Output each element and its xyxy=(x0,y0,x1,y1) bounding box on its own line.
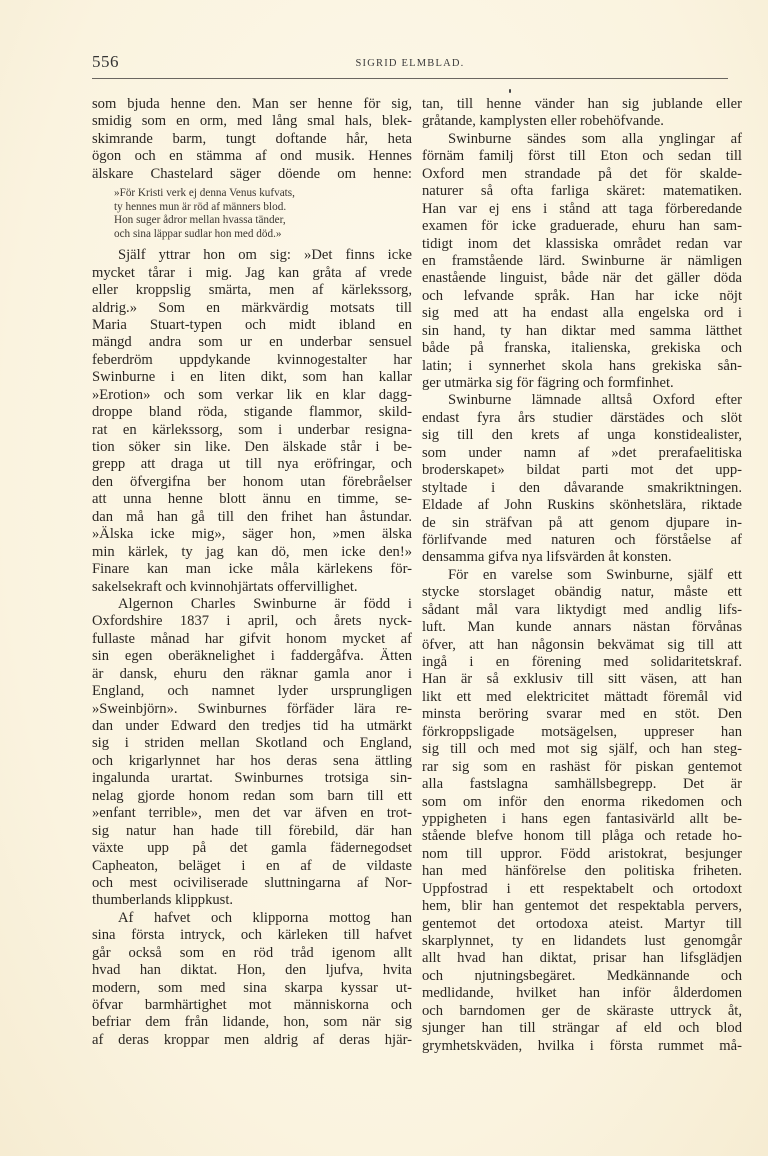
header-rule xyxy=(92,78,728,79)
text-line xyxy=(92,892,412,909)
text-line xyxy=(422,846,742,863)
text-line xyxy=(92,823,412,840)
text-line xyxy=(422,671,742,688)
text-line xyxy=(422,654,742,671)
text-line-content: dan under Edward den tredjes tid ha utmärkt xyxy=(92,718,412,734)
text-line xyxy=(422,427,742,444)
text-line xyxy=(422,305,742,322)
text-line xyxy=(422,602,742,619)
text-line xyxy=(422,1020,742,1037)
text-line-content: Af hafvet och klipporna mottog han xyxy=(118,909,412,926)
text-line-content: densamma gifva nya lifsvärden åt konsten. xyxy=(422,549,672,566)
text-line xyxy=(422,392,742,409)
text-line xyxy=(422,96,742,113)
text-line-content: tan, till henne vänder han sig jublande eller xyxy=(422,96,742,112)
text-line-content: likt ett med elektricitet mättadt föremål vid xyxy=(422,688,742,705)
text-line-content: examen för icke graduerade, ehuru han sam- xyxy=(422,218,742,235)
poem-line: »För Kristi verk ej denna Venus kufvats, xyxy=(114,187,295,200)
text-line-content: som om inför den enorma rikedomen och xyxy=(422,793,742,810)
text-line-content: aldrig.» Som en märkvärdig motsats till xyxy=(92,299,412,316)
text-line-content: enastående linguist, både när det gäller döda xyxy=(422,270,742,287)
text-line-content: Han är så exklusiv till sitt väsen, att han xyxy=(422,671,742,688)
text-line-content: är dansk, ehuru den räknar gamla anor i xyxy=(92,665,412,682)
text-line xyxy=(422,323,742,340)
text-line-content: alla fastslagna samhällsbegrepp. Det är xyxy=(422,776,742,793)
text-line xyxy=(92,300,412,317)
text-line xyxy=(92,544,412,561)
text-line-content: »Erotion» och som verkar lik en klar dagg- xyxy=(92,386,412,403)
text-line xyxy=(92,805,412,822)
text-line xyxy=(422,584,742,601)
text-line-content: Finare kan man icke måla kärlekens för- xyxy=(92,561,412,578)
text-line xyxy=(92,753,412,770)
text-line-content: sådant mål vara liktydigt med andlig lifs- xyxy=(422,601,742,618)
text-line xyxy=(92,945,412,962)
text-line-content: förkroppsligade motsägelsen, uppreser han xyxy=(422,723,742,740)
text-line-content: dan må han gå till den frihet han åstundar. xyxy=(92,508,412,525)
text-line xyxy=(92,997,412,1014)
text-line xyxy=(422,253,742,270)
text-line xyxy=(92,282,412,299)
text-line xyxy=(92,439,412,456)
text-line-content: sig till och med mot sig själf, och han steg- xyxy=(422,741,742,758)
text-line-content: Eldade af John Ruskins skönhetslära, riktade xyxy=(422,497,742,514)
poem-line: ty hennes mun är röd af männers blod. xyxy=(114,200,287,213)
text-line-content: älskare Chastelard säger döende om henne: xyxy=(92,165,412,182)
text-line-content: sig i striden mellan Skotland och England, xyxy=(92,735,412,752)
text-line-content: gentemot det ortodoxa ateist. Martyr till xyxy=(422,915,742,932)
text-line xyxy=(422,375,742,392)
text-line-content: »enfant terrible», men det var äfven en trot- xyxy=(92,805,412,822)
text-line xyxy=(422,741,742,758)
text-line xyxy=(422,950,742,967)
text-line-content: sina första intryck, och kärleken till hafvet xyxy=(92,927,412,944)
text-line-content: mängd andra som ur en underbar sensuel xyxy=(92,334,412,351)
text-line-content: som bjuda henne den. Man ser henne för sig, xyxy=(92,96,412,112)
text-line xyxy=(422,776,742,793)
text-line-content: förnäm familj först till Eton och sedan till xyxy=(422,148,742,165)
text-line xyxy=(92,369,412,386)
text-line xyxy=(422,113,742,130)
text-line xyxy=(422,933,742,950)
text-line-content: skimrande barm, tungt doftande hår, heta xyxy=(92,130,412,147)
text-line-content: öfvar barmhärtighet mot människorna och xyxy=(92,997,412,1013)
text-line-content: ingalunda urartat. Swinburnes trotsiga sin- xyxy=(92,770,412,787)
text-line xyxy=(92,666,412,683)
text-line-content: rar sig som en rashäst för piskan gentemot xyxy=(422,758,742,775)
text-line-content: modern, som med sina skarpa kyssar ut- xyxy=(92,979,412,996)
text-line-content: droppe bland röda, stigande flammor, skild- xyxy=(92,404,412,421)
text-line-content: och lefvande språk. Han har icke nöjt xyxy=(422,287,742,304)
page-number: 556 xyxy=(92,52,119,71)
text-line xyxy=(422,236,742,253)
text-line-content: Oxford men strandade på det för skalde- xyxy=(422,165,742,182)
text-line xyxy=(92,317,412,334)
text-line-content: endast fyra års studier därstädes och slöt xyxy=(422,409,742,426)
text-line-content: gråtande, kamplysten eller robehöfvande. xyxy=(422,113,664,130)
text-line xyxy=(422,131,742,148)
text-line xyxy=(422,532,742,549)
text-line xyxy=(422,480,742,497)
text-line xyxy=(92,131,412,148)
text-line-content: latin; i synnerhet skola hans grekiska sån- xyxy=(422,357,742,374)
text-line-content: För en varelse som Swinburne, själf ett xyxy=(448,566,742,583)
text-line xyxy=(422,619,742,636)
text-line-content: öfver, att han någonsin bekvämat sig till att xyxy=(422,636,742,653)
text-line xyxy=(92,166,412,183)
text-line xyxy=(92,858,412,875)
right-column xyxy=(422,96,742,1055)
text-line xyxy=(422,410,742,427)
text-line xyxy=(92,631,412,648)
text-line xyxy=(422,828,742,845)
text-line xyxy=(92,422,412,439)
text-line xyxy=(422,497,742,514)
text-line xyxy=(92,1014,412,1031)
text-line xyxy=(422,270,742,287)
text-line xyxy=(92,735,412,752)
text-line-content: en framstående lärd. Swinburne är nämligen xyxy=(422,252,742,269)
text-line xyxy=(92,491,412,508)
text-line xyxy=(92,683,412,700)
text-line-content: Uppfostrad i ett respektabelt och ortodoxt xyxy=(422,880,742,897)
text-line xyxy=(92,980,412,997)
text-line xyxy=(422,515,742,532)
text-line xyxy=(422,340,742,357)
text-line xyxy=(422,567,742,584)
text-line-content: Han var ej ens i stånd att taga förberedande xyxy=(422,200,742,217)
text-line-content: Själf yttrar hon om sig: »Det finns icke xyxy=(118,247,412,264)
text-line xyxy=(422,794,742,811)
text-line-content: tion söker sin like. Den älskade står i be- xyxy=(92,439,412,455)
text-line-content: hem, blir han gentemot det respektabla pervers, xyxy=(422,898,742,915)
text-line-content: sin hand, ty han diktar med samma lätthet xyxy=(422,322,742,339)
text-line-content: stående blefve honom till plåga och retade ho- xyxy=(422,828,742,845)
text-line-content: grepp att draga ut till nya eröfringar, och xyxy=(92,456,412,473)
text-line-content: »Älska icke mig», säger hon, »men älska xyxy=(92,526,412,543)
text-line xyxy=(422,863,742,880)
text-line xyxy=(92,962,412,979)
text-line-content: sjunger han till strängar af eld och blod xyxy=(422,1020,742,1037)
text-line xyxy=(92,770,412,787)
text-line xyxy=(92,96,412,113)
poem-line: Hon suger ådror mellan hvassa tänder, xyxy=(114,214,286,227)
text-line-content: de sin sträfvan på att genom djupare in- xyxy=(422,514,742,531)
text-line-content: som under namn af »det prerafaelitiska xyxy=(422,444,742,461)
text-line-content: »Sweinbjörn». Swinburnes förfäder lära re- xyxy=(92,700,412,717)
text-line xyxy=(92,456,412,473)
text-line xyxy=(92,579,412,596)
text-line xyxy=(92,701,412,718)
text-line xyxy=(422,218,742,235)
text-line xyxy=(422,201,742,218)
text-line xyxy=(92,265,412,282)
text-line xyxy=(92,352,412,369)
text-line-content: sig med att ha endast alla engelska ord i xyxy=(422,305,742,322)
poem-line: och sina läppar sudlar hon med död.» xyxy=(114,227,282,240)
text-line xyxy=(422,1003,742,1020)
text-line-content: thumberlands klippkust. xyxy=(92,892,234,909)
running-head: SIGRID ELMBLAD. xyxy=(355,58,465,69)
text-line xyxy=(422,148,742,165)
text-line-content: förlifvande med naturen och förståelse af xyxy=(422,531,742,548)
page-header xyxy=(92,52,728,78)
text-line-content: och barndomen ger de skäraste uttryck åt, xyxy=(422,1002,742,1019)
text-line xyxy=(92,875,412,892)
text-line xyxy=(92,561,412,578)
text-line xyxy=(92,526,412,543)
text-line xyxy=(422,689,742,706)
text-line-content: skarplynnet, ty en lidandets lust genomgår xyxy=(422,933,742,949)
text-line xyxy=(92,596,412,613)
text-line-content: styltade i den dåvarande smakriktningen. xyxy=(422,479,742,496)
text-line xyxy=(422,724,742,741)
text-line-content: nom till uppror. Född aristokrat, besjunger xyxy=(422,845,742,862)
text-line-content: min kärlek, ty jag kan dö, men icke den!» xyxy=(92,543,412,560)
text-line-content: naturer så ofta farliga skäret: matematiken. xyxy=(422,183,742,200)
text-line-content: och krigarlynnet har hos deras sena ättling xyxy=(92,752,412,769)
text-line-content: England, och namnet lyder ursprungligen xyxy=(92,683,412,700)
text-line-content: befriar dem från lidande, hon, som när sig xyxy=(92,1014,412,1031)
text-line xyxy=(422,288,742,305)
text-line-content: Maria Stuart-typen och midt ibland en xyxy=(92,316,412,333)
text-line-content: fullaste månad har gifvit honom mycket af xyxy=(92,630,412,647)
text-line-content: Swinburne lämnade alltså Oxford efter xyxy=(448,392,742,409)
print-speck xyxy=(509,89,511,93)
text-line xyxy=(92,509,412,526)
text-line-content: allt hvad han diktat, prisar han lifsglädjen xyxy=(422,950,742,967)
text-line-content: Algernon Charles Swinburne är född i xyxy=(118,595,412,612)
text-line xyxy=(92,648,412,665)
text-line-content: broderskapet» bildat parti mot det upp- xyxy=(422,462,742,479)
text-line-content: Oxfordshire 1837 i april, och årets nyck- xyxy=(92,613,412,630)
text-line xyxy=(92,718,412,735)
text-line-content: Swinburne i en liten dikt, som han kallar xyxy=(92,369,412,386)
text-line-content: feberdröm uppdykande kvinnogestalter har xyxy=(92,351,412,368)
text-line xyxy=(422,462,742,479)
text-line xyxy=(422,1038,742,1055)
text-line xyxy=(92,1032,412,1049)
text-line xyxy=(92,613,412,630)
text-line-content: sin egen oberäknelighet i faddergåfva. Ätten xyxy=(92,648,412,665)
text-line-content: går också som en röd tråd igenom allt xyxy=(92,944,412,961)
text-line-content: af deras kroppar men aldrig af deras hjär- xyxy=(92,1031,412,1048)
text-line xyxy=(92,387,412,404)
text-line-content: stycke storslaget obändig natur, måste ett xyxy=(422,584,742,601)
text-line xyxy=(422,706,742,723)
text-line-content: Capheaton, beläget i en af de vildaste xyxy=(92,857,412,874)
text-line xyxy=(422,759,742,776)
text-line-content: tidigt inom det klassiska området redan var xyxy=(422,235,742,252)
text-line-content: minsta beröring svarar med en stöt. Den xyxy=(422,706,742,723)
text-line-content: luft. Man kunde annars nästan förvånas xyxy=(422,619,742,636)
text-line xyxy=(92,910,412,927)
text-line-content: medlidande, hvilket han inför ålderdomen xyxy=(422,985,742,1002)
text-line xyxy=(92,247,412,264)
text-line-content: nelag gjorde honom redan som barn till ett xyxy=(92,787,412,804)
text-line-content: växte upp på det gamla fädernegodset xyxy=(92,840,412,857)
text-line-content: sig till den krets af unga konstidealister, xyxy=(422,427,742,444)
text-line-content: ger utmärka sig för fägring och formfinhet. xyxy=(422,375,674,391)
text-line xyxy=(422,898,742,915)
text-line xyxy=(92,334,412,351)
text-line xyxy=(92,113,412,130)
text-line xyxy=(422,985,742,1002)
text-line xyxy=(92,474,412,491)
text-line xyxy=(92,927,412,944)
text-line xyxy=(422,811,742,828)
text-line-content: han med hänförelse den politiska friheten. xyxy=(422,863,742,880)
text-line-content: hvad han diktat. Hon, den ljufva, hvita xyxy=(92,962,412,979)
text-line-content: att unna henne blott ännu en timme, se- xyxy=(92,491,412,508)
text-line xyxy=(92,840,412,857)
text-line xyxy=(92,788,412,805)
left-column xyxy=(92,96,412,1049)
text-line xyxy=(422,881,742,898)
text-line-content: smidig som en orm, med lång smal hals, blek- xyxy=(92,113,412,130)
text-line-content: sakelsekraft och kvinnohjärtats offervillighet. xyxy=(92,578,358,595)
text-line xyxy=(92,148,412,165)
text-line-content: grymhetskväden, hvilka i första rummet må- xyxy=(422,1037,742,1054)
text-line-content: och mest ociviliserade sluttningarna af Nor- xyxy=(92,874,412,891)
text-line-content: eller kroppslig smärta, men af kärlekssorg, xyxy=(92,282,412,299)
text-line xyxy=(422,183,742,200)
text-line-content: och njutningsbegäret. Medkännande och xyxy=(422,967,742,984)
text-line xyxy=(422,445,742,462)
text-line-content: ögon och en stämma af ond musik. Hennes xyxy=(92,148,412,165)
text-line xyxy=(422,637,742,654)
text-line xyxy=(422,968,742,985)
text-line xyxy=(92,404,412,421)
text-line-content: rat en kärlekssorg, som i underbar resigna- xyxy=(92,421,412,438)
text-line-content: Swinburne sändes som alla ynglingar af xyxy=(448,130,742,147)
text-line xyxy=(422,358,742,375)
poem-quote xyxy=(92,187,412,241)
text-line xyxy=(422,166,742,183)
text-line xyxy=(422,916,742,933)
text-line xyxy=(422,549,742,566)
text-line-content: sig natur han hade till förebild, där han xyxy=(92,822,412,839)
text-line-content: yppigheten i hans egen fantasivärld allt be- xyxy=(422,810,742,827)
text-line-content: ingå i en förening med solidaritetskraf. xyxy=(422,654,742,670)
text-line-content: den öfvergifna ber honom utan förebråelser xyxy=(92,473,412,490)
text-line-content: mycket tårar i mig. Jag kan gråta af vrede xyxy=(92,264,412,281)
text-line-content: både på franska, italienska, grekiska och xyxy=(422,340,742,357)
